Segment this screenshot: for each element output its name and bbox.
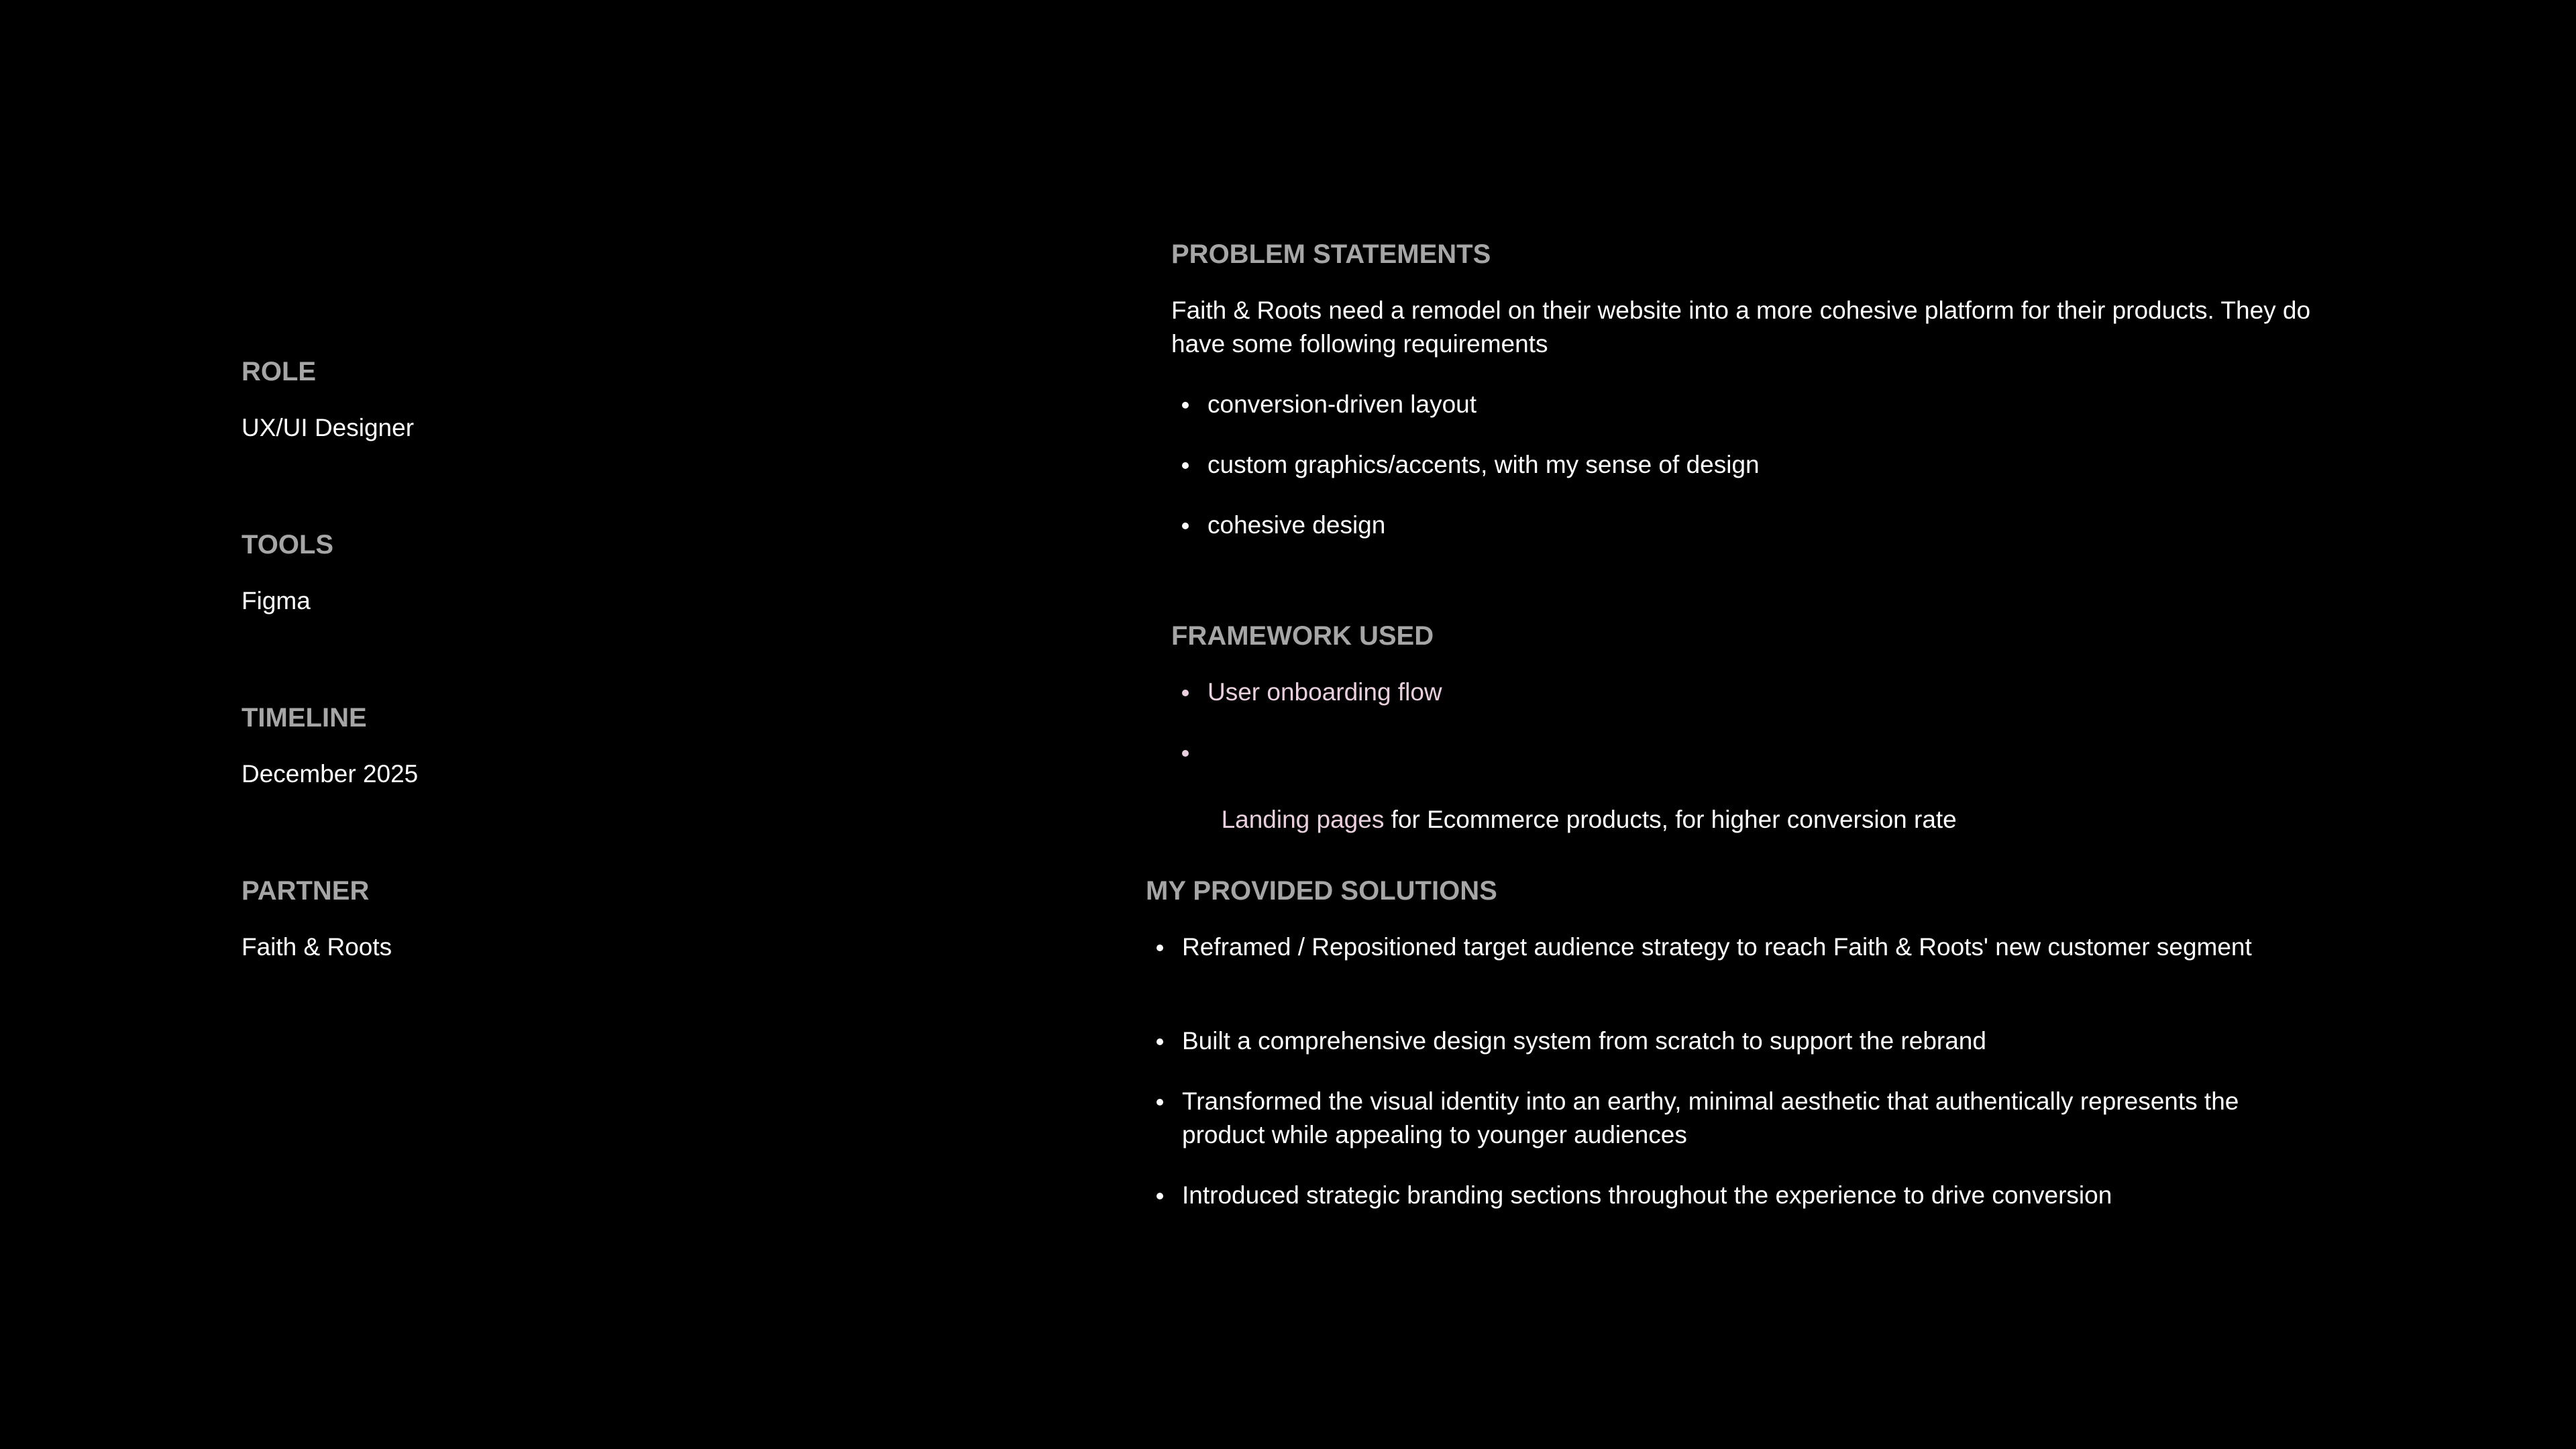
bullet-icon: [1157, 945, 1163, 951]
bullet-icon: [1182, 462, 1189, 469]
problem-item-text: conversion-driven layout: [1208, 390, 1477, 418]
bullet-icon: [1182, 750, 1189, 757]
framework-heading: FRAMEWORK USED: [1171, 621, 1434, 651]
solution-list-item: [1182, 1179, 2363, 1212]
bullet-icon: [1182, 402, 1189, 409]
solution-list-item: [1182, 1085, 2282, 1152]
framework-item-text: for Ecommerce products, for higher conversion rate: [1384, 806, 1957, 833]
tools-value: Figma: [241, 587, 311, 614]
timeline-value: December 2025: [241, 760, 419, 788]
role-heading: ROLE: [241, 357, 317, 386]
role-value: UX/UI Designer: [241, 414, 415, 441]
bullet-icon: [1182, 523, 1189, 529]
solution-item-text: Introduced strategic branding sections throughout the experience to drive conversion: [1182, 1181, 2112, 1209]
solution-item-text: Built a comprehensive design system from scratch to support the rebrand: [1182, 1027, 1986, 1055]
solutions-heading: MY PROVIDED SOLUTIONS: [1146, 876, 1497, 906]
solution-item-text: Transformed the visual identity into an earthy, minimal aesthetic that authentically represents the product while appealing to younger audiences: [1182, 1087, 2239, 1148]
bullet-icon: [1157, 1193, 1163, 1199]
timeline-heading: TIMELINE: [241, 703, 367, 733]
problem-list-item: [1208, 508, 1385, 542]
problem-intro: Faith & Roots need a remodel on their website into a more cohesive platform for their products. They do have some following requirements: [1171, 297, 2311, 358]
user-onboarding-flow-link[interactable]: User onboarding flow: [1208, 678, 1442, 706]
bullet-icon: [1157, 1038, 1163, 1045]
problem-list-item: [1208, 388, 1477, 421]
solution-list-item: [1182, 1024, 2322, 1058]
partner-value: Faith & Roots: [241, 933, 392, 961]
partner-heading: PARTNER: [241, 876, 370, 906]
tools-heading: TOOLS: [241, 530, 334, 559]
bullet-icon: [1157, 1099, 1163, 1106]
framework-list-item: [1208, 736, 1957, 837]
problem-list-item: [1208, 448, 1760, 482]
bullet-icon: [1182, 690, 1189, 696]
problem-statements-heading: PROBLEM STATEMENTS: [1171, 239, 1491, 269]
problem-item-text: custom graphics/accents, with my sense of design: [1208, 451, 1760, 478]
landing-pages-link[interactable]: Landing pages: [1221, 806, 1385, 833]
framework-list-item: [1208, 676, 1442, 709]
solution-list-item: [1182, 930, 2269, 964]
problem-item-text: cohesive design: [1208, 511, 1386, 539]
solution-item-text: Reframed / Repositioned target audience strategy to reach Faith & Roots' new customer segment: [1182, 933, 2252, 961]
